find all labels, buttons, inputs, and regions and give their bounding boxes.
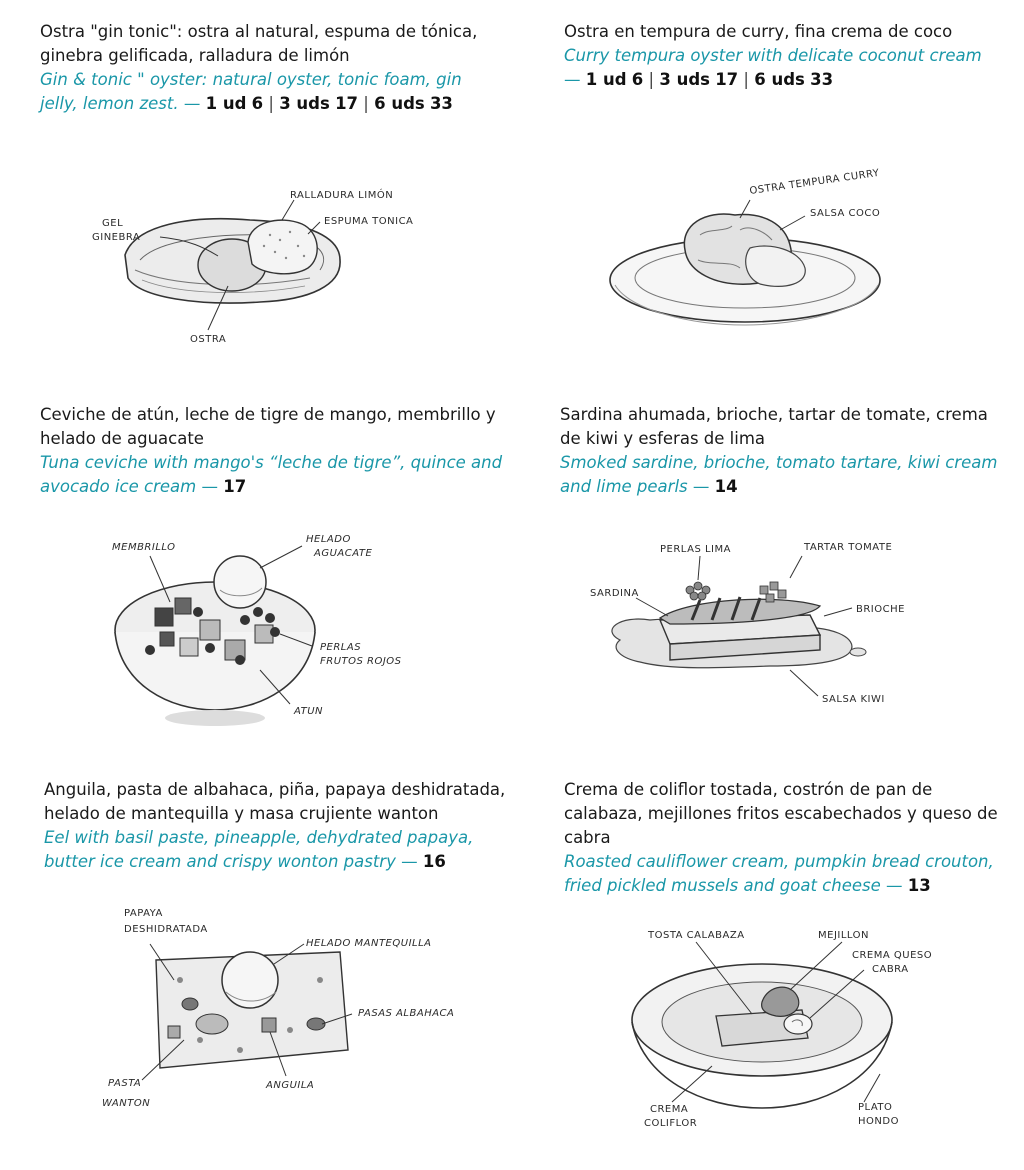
label-cabra: CABRA — [872, 964, 909, 975]
label-crema-queso: CREMA QUESO — [852, 950, 933, 961]
label-pasta: PASTA — [108, 1078, 142, 1089]
label-wanton: WANTON — [102, 1098, 151, 1109]
label-deshidratada: DESHIDRATADA — [124, 924, 208, 935]
dish-title-en-text: Curry tempura oyster with delicate coconut cream — [564, 46, 982, 65]
price-dash: — — [201, 477, 218, 496]
label-ralladura: RALLADURA LIMÓN — [290, 190, 394, 201]
label-ginebra: GINEBRA — [92, 232, 141, 243]
price-value: 33 — [429, 94, 453, 113]
dish-title-en — [560, 451, 1010, 499]
label-membrillo: MEMBRILLO — [112, 542, 176, 553]
label-helado: HELADO — [306, 534, 351, 545]
label-frutos-rojos: FRUTOS ROJOS — [320, 656, 402, 667]
label-aguacate: AGUACATE — [314, 548, 373, 559]
price-qty: 1 ud — [205, 94, 247, 113]
price-group: 1 ud 6 | 3 uds 17 | 6 uds 33 — [585, 70, 834, 89]
menu-item-smoked-sardine — [560, 403, 1010, 499]
dish-title-es: Ostra en tempura de curry, fina crema de coco — [564, 22, 953, 41]
label-espuma: ESPUMA TONICA — [324, 216, 414, 227]
tuna-ceviche-illustration — [80, 520, 420, 740]
dish-title-en-text: Roasted cauliflower cream, pumpkin bread crouton, fried pickled mussels and goat cheese — [564, 852, 994, 895]
label-papaya: PAPAYA — [124, 908, 163, 919]
label-coliflor: COLIFLOR — [644, 1118, 698, 1129]
price-line — [564, 68, 1004, 92]
price-value: 33 — [810, 70, 834, 89]
label-anguila: ANGUILA — [266, 1080, 315, 1091]
dish-title-en-text: Tuna ceviche with mango's “leche de tigre”, quince and avocado ice cream — [40, 453, 503, 496]
label-hondo: HONDO — [858, 1116, 899, 1127]
oyster-gin-tonic-illustration — [80, 160, 420, 360]
label-perlas: PERLAS — [320, 642, 362, 653]
price-dash: — — [183, 94, 201, 113]
price-qty: 6 uds — [754, 70, 805, 89]
label-perlas-lima: PERLAS LIMA — [660, 544, 731, 555]
menu-item-eel — [44, 778, 514, 874]
price-group: 1 ud 6 | 3 uds 17 | 6 uds 33 — [205, 94, 453, 113]
price-value: 16 — [422, 852, 446, 871]
price-value: 17 — [335, 94, 359, 113]
label-atun: ATUN — [294, 706, 324, 717]
label-tosta-calabaza: TOSTA CALABAZA — [648, 930, 745, 941]
label-ostra-tempura: OSTRA TEMPURA CURRY — [748, 167, 881, 197]
dish-title-es: Crema de coliflor tostada, costrón de pan de calabaza, mejillones fritos escabechados y queso de cabra — [564, 780, 998, 847]
dish-title-es: Anguila, pasta de albahaca, piña, papaya deshidratada, helado de mantequilla y masa crujiente wanton — [44, 780, 506, 823]
dish-title-en — [564, 850, 1004, 898]
price-dash: — — [692, 477, 710, 496]
dish-title-en — [40, 68, 500, 116]
price-qty: 3 uds — [659, 70, 710, 89]
label-plato: PLATO — [858, 1102, 893, 1113]
label-helado-mantequilla: HELADO MANTEQUILLA — [306, 938, 432, 949]
label-sardina: SARDINA — [590, 588, 639, 599]
label-mejillon: MEJILLON — [818, 930, 869, 941]
price-value: 13 — [907, 876, 931, 895]
menu-item-cauliflower-cream — [564, 778, 1004, 898]
dish-title-en-text: Gin & tonic " oyster: natural oyster, tonic foam, gin jelly, lemon zest. — [40, 70, 462, 113]
oyster-curry-tempura-illustration — [600, 160, 900, 360]
label-pasas-albahaca: PASAS ALBAHACA — [358, 1008, 455, 1019]
dish-title-en-text: Smoked sardine, brioche, tomato tartare, kiwi cream and lime pearls — [560, 453, 998, 496]
price-dash: — — [401, 852, 418, 871]
cauliflower-cream-illustration — [612, 918, 952, 1148]
price-value: 17 — [223, 477, 247, 496]
price-qty: 3 uds — [279, 94, 330, 113]
dish-title-es: Ostra "gin tonic": ostra al natural, espuma de tónica, ginebra gelificada, ralladura de limón — [40, 22, 478, 65]
price-value: 14 — [714, 477, 738, 496]
eel-illustration — [90, 900, 460, 1150]
dish-title-en — [564, 44, 1004, 68]
price-dash: — — [886, 876, 903, 895]
price-dash: — — [564, 70, 581, 89]
label-salsa-kiwi: SALSA KIWI — [822, 694, 885, 705]
label-ostra: OSTRA — [190, 334, 227, 345]
menu-item-tuna-ceviche — [40, 403, 510, 499]
price-value: 17 — [715, 70, 739, 89]
label-salsa-coco: SALSA COCO — [810, 208, 881, 219]
menu-item-oyster-curry-tempura — [564, 20, 1004, 92]
price-qty: 6 uds — [374, 94, 425, 113]
price-value: 6 — [251, 94, 264, 113]
label-crema: CREMA — [650, 1104, 689, 1115]
dish-title-en — [40, 451, 510, 499]
label-brioche: BRIOCHE — [856, 604, 905, 615]
smoked-sardine-illustration — [580, 520, 960, 730]
dish-title-en — [44, 826, 514, 874]
dish-title-en-text: Eel with basil paste, pineapple, dehydrated papaya, butter ice cream and crispy wonton pastry — [44, 828, 474, 871]
dish-title-es: Sardina ahumada, brioche, tartar de tomate, crema de kiwi y esferas de lima — [560, 405, 988, 448]
label-tartar-tomate: TARTAR TOMATE — [804, 542, 893, 553]
price-qty: 1 ud — [585, 70, 627, 89]
price-value: 6 — [631, 70, 644, 89]
label-gel: GEL — [102, 218, 124, 229]
dish-title-es: Ceviche de atún, leche de tigre de mango, membrillo y helado de aguacate — [40, 405, 496, 448]
menu-item-oyster-gin-tonic — [40, 20, 500, 116]
